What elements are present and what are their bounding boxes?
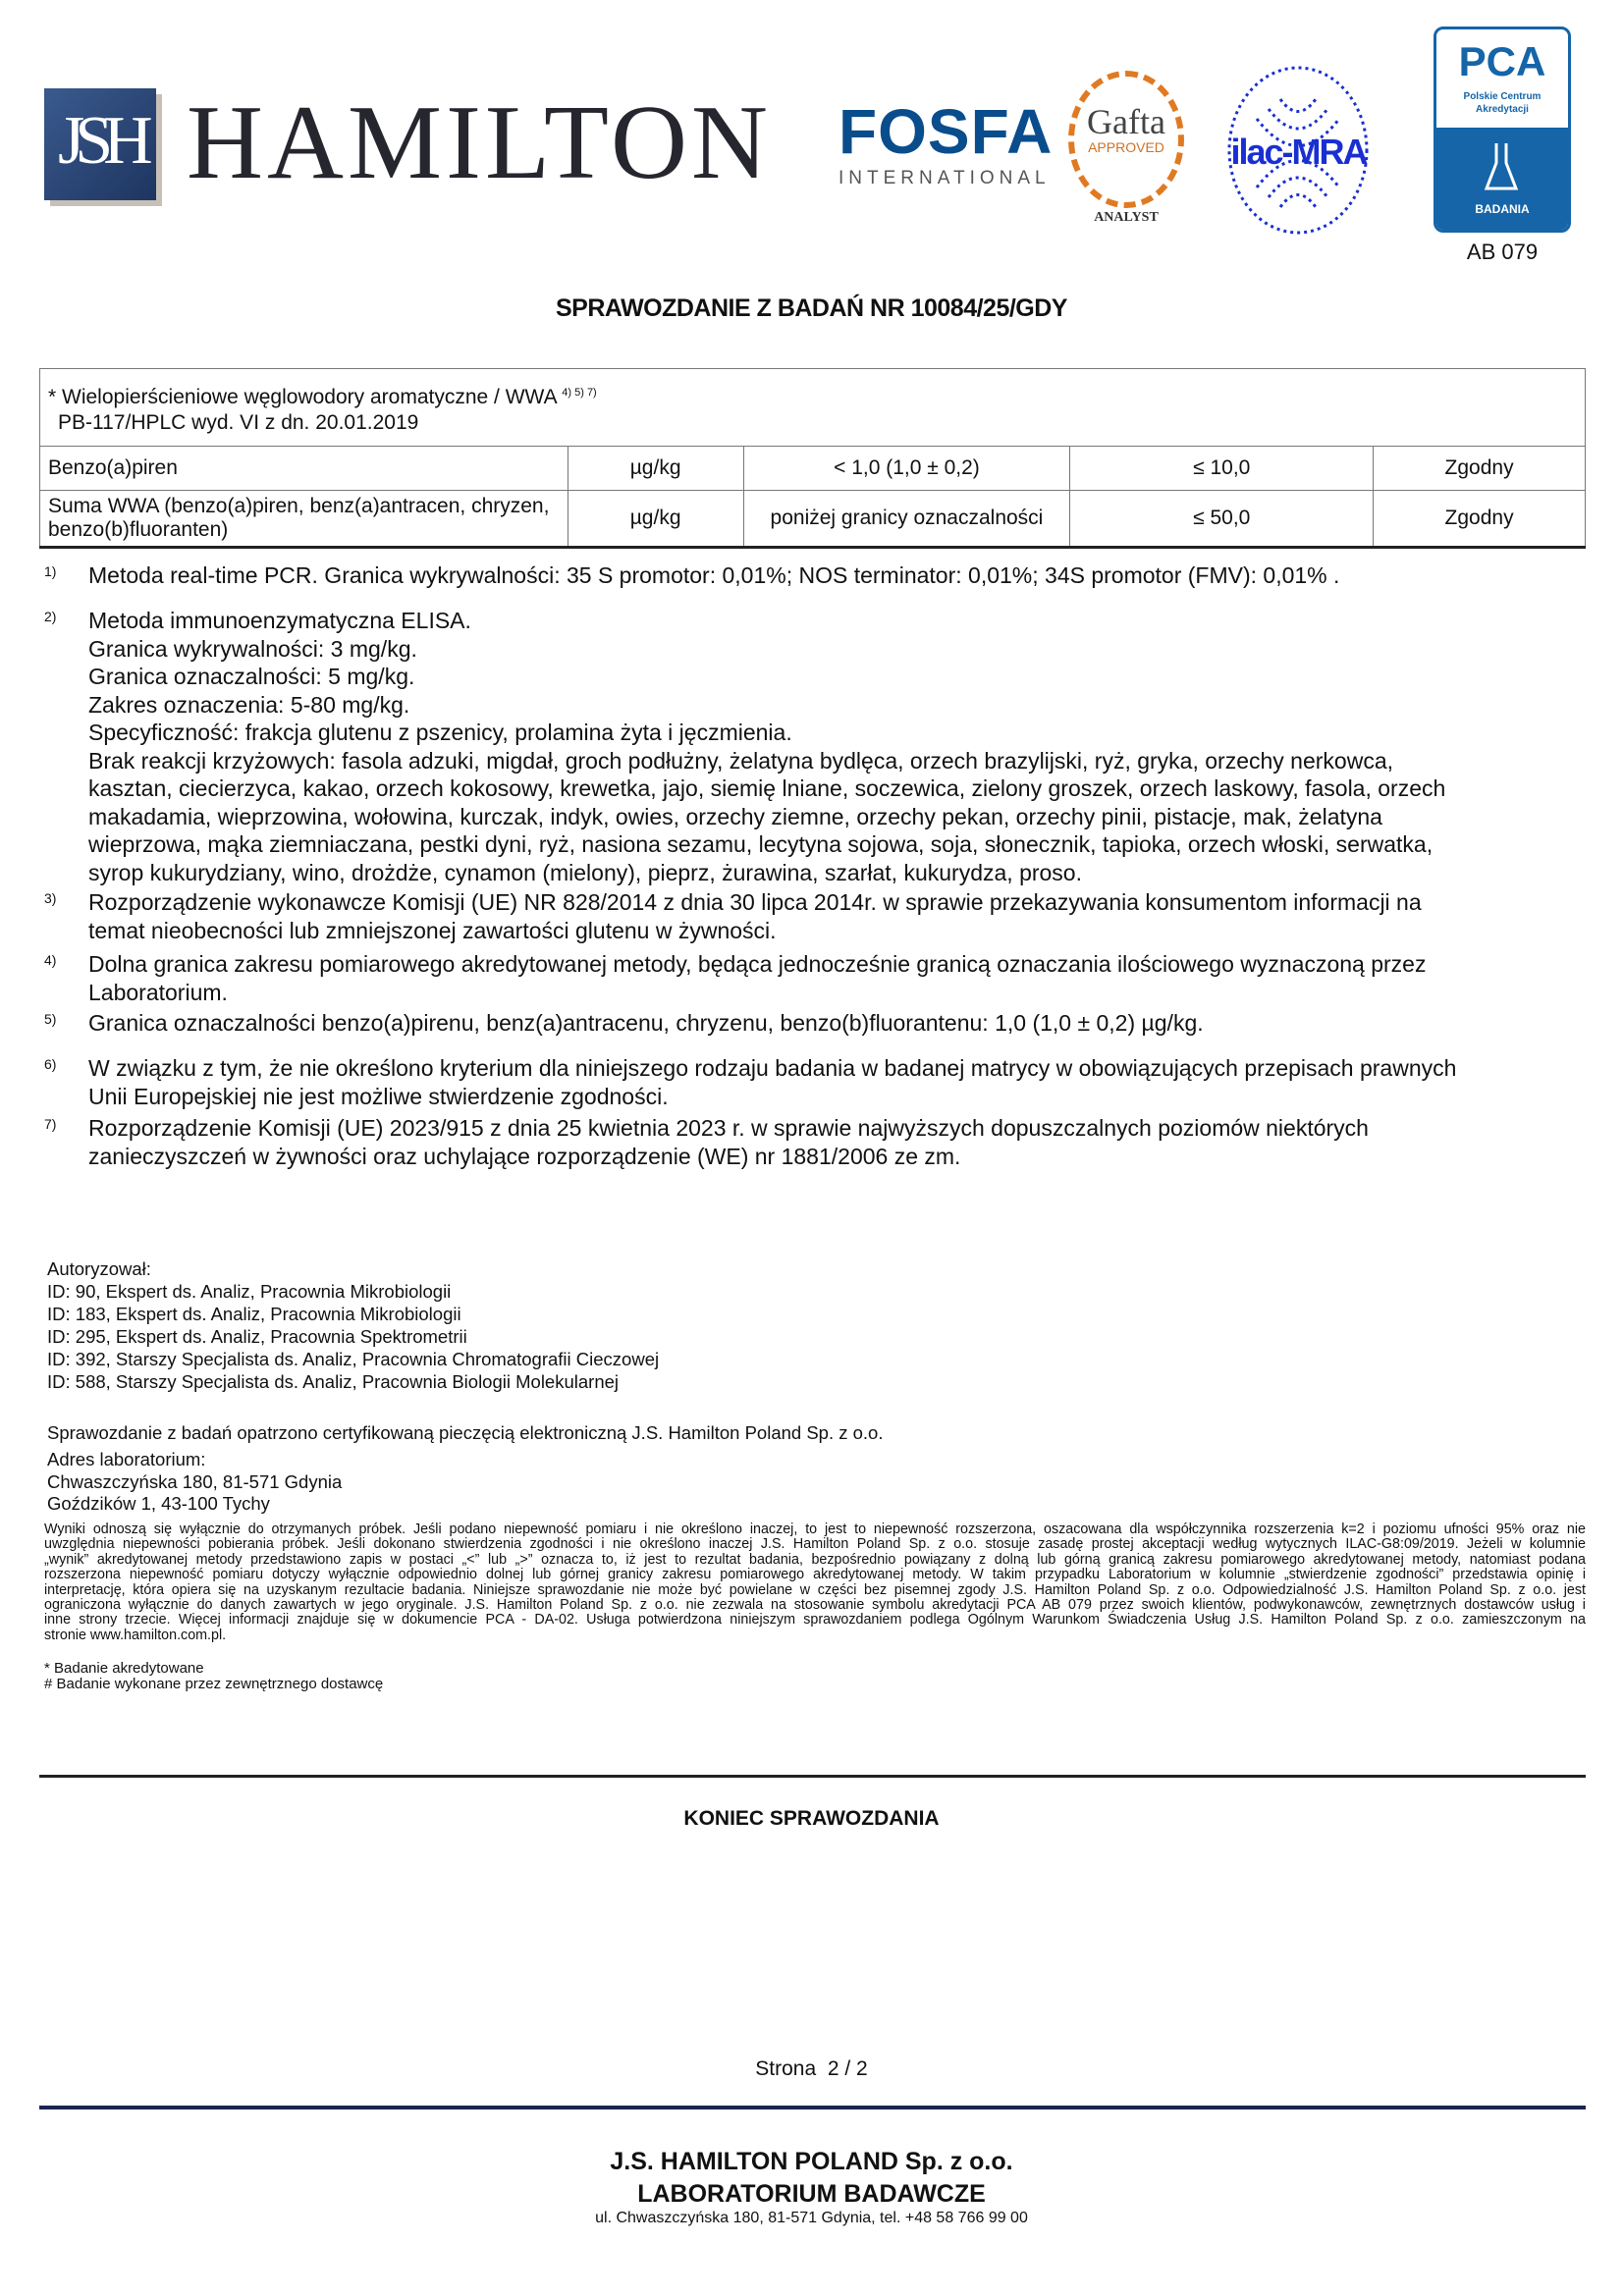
footnote-text (88, 561, 1339, 590)
page-number: Strona 2 / 2 (755, 2057, 868, 2080)
footnote-text (88, 950, 1426, 1006)
param-cell: Benzo(a)piren (40, 447, 568, 491)
disclaimer-line: inne strony trzecie. Więcej informacji znajduje się w dokumencie PCA - DA-02. Usługa potwierdzona niniejszym sprawozdaniem podlega Ogólnym Warunkom Świadczenia Usług J.S. Hamilton Poland Sp. z o.o. zamieszczonym na (44, 1612, 1586, 1629)
footer-address: ul. Chwaszczyńska 180, 81-571 Gdynia, tel. +48 58 766 99 00 (595, 2210, 1028, 2226)
table-row (40, 491, 1586, 548)
flask-icon (1483, 139, 1522, 198)
footnote-line: Granica oznaczalności: 5 mg/kg. (88, 664, 415, 689)
gafta-logo: Gafta APPROVED ANALYST (1058, 71, 1194, 236)
unit-cell: µg/kg (568, 447, 743, 491)
footnote-line: Zakres oznaczenia: 5-80 mg/kg. (88, 691, 410, 718)
result-cell: poniżej granicy oznaczalności (743, 491, 1070, 548)
footnote-line: syrop kukurydziany, wino, drożdże, cynamon (mielony), pieprz, żurawina, szarłat, kukurydza, proso. (88, 859, 1082, 885)
footnote-line: Specyficzność: frakcja glutenu z pszenicy, prolamina żyta i jęczmienia. (88, 720, 792, 745)
disclaimer-line: interpretację, która opiera się na uzyskanym rezultacie badania. Niniejsze sprawozdanie nie może być powielane w części bez pisemnej zgody J.S. Hamilton Poland Sp. z o.o. Odpowiedzialność J.S. Hamilton Poland Sp. z o.o. jest (44, 1581, 1586, 1598)
footnote-marker: 6) (44, 1056, 57, 1072)
footnote-text (88, 1009, 1204, 1038)
footnote-marker: 2) (44, 609, 57, 624)
pca-accreditation-logo: PCA Polskie Centrum Akredytacji BADANIA (1434, 27, 1571, 233)
result-cell: < 1,0 (1,0 ± 0,2) (743, 447, 1070, 491)
footnote-text (88, 888, 1422, 944)
authorization-block (47, 1257, 659, 1393)
divider (39, 1775, 1586, 1778)
results-table (39, 368, 1586, 549)
disclaimer-line: stronie www.hamilton.com.pl. (44, 1627, 227, 1643)
footnote-line: makadamia, wieprzowina, wołowina, kurczak, indyk, owies, orzechy ziemne, orzechy pekan, orzechy pinii, pistacje, mak, żelatyna (88, 803, 1382, 829)
footer-divider (39, 2106, 1586, 2109)
footnote-line: Rozporządzenie wykonawcze Komisji (UE) NR 828/2014 z dnia 30 lipca 2014r. w sprawie przekazywania konsumentom informacji na (88, 889, 1422, 915)
footer-division: LABORATORIUM BADAWCZE (637, 2180, 986, 2208)
group-method: PB-117/HPLC wyd. VI z dn. 20.01.2019 (58, 410, 419, 434)
table-row (40, 447, 1586, 491)
table-group-header (40, 369, 1586, 447)
accreditation-number: AB 079 (1466, 240, 1539, 264)
lab-address-label: Adres laboratorium: (47, 1449, 206, 1469)
disclaimer-line: Wyniki odnoszą się wyłącznie do otrzymanych próbek. Jeśli podano niepewność pomiaru i nie określono inaczej, to jest to niepewność rozszerzona, oszacowana dla współczynnika rozszerzenia k=2 i poziomu ufności 95% oraz nie (44, 1522, 1586, 1537)
footnote-marker: 5) (44, 1011, 57, 1027)
footnote-line: Unii Europejskiej nie jest możliwe stwierdzenie zgodności. (88, 1083, 669, 1109)
param-cell: Suma WWA (benzo(a)piren, benz(a)antracen, chryzen, benzo(b)fluoranten) (40, 491, 568, 548)
footnote-line: Granica oznaczalności benzo(a)pirenu, benz(a)antracenu, chryzenu, benzo(b)fluorantenu: 1,0 (1,0 ± 0,2) µg/kg. (88, 1010, 1204, 1036)
conformity-cell: Zgodny (1374, 447, 1586, 491)
authorization-label: Autoryzował: (47, 1258, 151, 1279)
footnote-line: Metoda real-time PCR. Granica wykrywalności: 35 S promotor: 0,01%; NOS terminator: 0,01%; 34S promotor (FMV): 0,01% . (88, 562, 1340, 588)
footnote-text (88, 1114, 1369, 1170)
footnote-text (88, 1054, 1456, 1110)
limit-cell: ≤ 50,0 (1070, 491, 1374, 548)
disclaimer-line: rozszerzona niepewność pomiaru dotyczy wyłącznie odpowiednio dolnej lub górnej granicy zakresu pomiarowego akredytowanej metody. W takim przypadku Laboratorium w kolumnie „stwierdzenie zgodności” przedstawia opinię i (44, 1567, 1586, 1583)
authorizer-entry: ID: 588, Starszy Specjalista ds. Analiz, Pracownia Biologii Molekularnej (47, 1371, 620, 1392)
limit-cell: ≤ 10,0 (1070, 447, 1374, 491)
footnote-line: Rozporządzenie Komisji (UE) 2023/915 z dnia 25 kwietnia 2023 r. w sprawie najwyższych dopuszczalnych poziomów niektórych (88, 1115, 1369, 1141)
authorizer-entry: ID: 183, Ekspert ds. Analiz, Pracownia Mikrobiologii (47, 1304, 461, 1324)
group-name: * Wielopierścieniowe węglowodory aromatyczne / WWA (48, 385, 557, 408)
footnote-marker: 4) (44, 952, 57, 968)
footnote-line: Brak reakcji krzyżowych: fasola adzuki, migdał, groch podłużny, żelatyna bydlęca, orzech brazylijski, ryż, gryka, orzechy nerkowca, (88, 747, 1394, 774)
conformity-cell: Zgodny (1374, 491, 1586, 548)
ilac-mra-logo: ilac-MRA (1217, 65, 1380, 236)
seal-note: Sprawozdanie z badań opatrzono certyfikowaną pieczęcią elektroniczną J.S. Hamilton Poland Sp. z o.o. (47, 1422, 884, 1443)
legend-external: # Badanie wykonane przez zewnętrznego dostawcę (44, 1676, 384, 1692)
footnote-line: zanieczyszczeń w żywności oraz uchylające rozporządzenie (WE) nr 1881/2006 ze zm. (88, 1143, 961, 1169)
hamilton-logo-mark: JSH (44, 88, 156, 200)
footnote-line: W związku z tym, że nie określono kryterium dla niniejszego rodzaju badania w badanej matrycy w obowiązujących przepisach prawnych (88, 1055, 1457, 1081)
legend-accredited: * Badanie akredytowane (44, 1660, 204, 1677)
disclaimer-line: ograniczona wyłącznie do danych zawartych w jego oryginale. J.S. Hamilton Poland Sp. z o.o. nie zezwala na stosowanie symbolu akredytacji PCA AB 079 przez swoich klientów, podwykonawców, zewnętrznych dostawców usług i (44, 1597, 1586, 1614)
disclaimer-line: uwzględnia niepewności pobierania próbek. Jeśli dokonano stwierdzenia zgodności i nie określono inaczej J.S. Hamilton Poland Sp. z o.o. stosuje zasadę prostej akceptacji według wytycznych ILAC-G8:09/2019. Jeżeli w kolumnie (44, 1536, 1586, 1553)
footnote-line: Metoda immunoenzymatyczna ELISA. (88, 608, 471, 633)
fosfa-logo: FOSFA INTERNATIONAL (839, 96, 1054, 188)
lab-address-line: Goździków 1, 43-100 Tychy (47, 1493, 270, 1514)
authorizer-entry: ID: 295, Ekspert ds. Analiz, Pracownia Spektrometrii (47, 1326, 467, 1347)
authorizer-entry: ID: 90, Ekspert ds. Analiz, Pracownia Mikrobiologii (47, 1281, 452, 1302)
footnote-line: kasztan, ciecierzyca, kakao, orzech kokosowy, krewetka, jajo, siemię lniane, soczewica, zielony groszek, orzech laskowy, fasola, orzech (88, 775, 1446, 801)
disclaimer-line: „wynik” akredytowanej metody przedstawiono zapis w postaci „<” lub „>” oznacza to, iż jest to rezultat badania, bezpośrednio powiązany z dolną lub górną granicą zakresu pomiarowego akredytowanej metody, natomiast podana (44, 1551, 1586, 1568)
hamilton-logo-text: HAMILTON (187, 84, 773, 201)
footnote-line: wieprzowa, mąka ziemniaczana, pestki dyni, ryż, nasiona sezamu, lecytyna sojowa, soja, słonecznik, tapioka, orzech włoski, serwatka, (88, 831, 1434, 857)
footer-company: J.S. HAMILTON POLAND Sp. z o.o. (610, 2148, 1013, 2175)
report-title: SPRAWOZDANIE Z BADAŃ NR 10084/25/GDY (555, 294, 1067, 322)
lab-address (47, 1449, 342, 1516)
authorizer-entry: ID: 392, Starszy Specjalista ds. Analiz, Pracownia Chromatografii Cieczowej (47, 1349, 660, 1369)
footnote-text (88, 607, 1445, 886)
wheat-wreath-icon: Gafta APPROVED (1068, 71, 1184, 208)
footnote-line: Granica wykrywalności: 3 mg/kg. (88, 635, 417, 662)
group-refs: 4) 5) 7) (562, 386, 597, 399)
footnote-line: Dolna granica zakresu pomiarowego akredytowanej metody, będąca jednocześnie granicą oznaczania ilościowego wyznaczoną przez (88, 951, 1427, 977)
footnote-marker: 1) (44, 563, 57, 579)
unit-cell: µg/kg (568, 491, 743, 548)
end-of-report: KONIEC SPRAWOZDANIA (683, 1807, 940, 1830)
disclaimer (44, 1522, 1586, 1643)
footnote-line: temat nieobecności lub zmniejszonej zawartości glutenu w żywności. (88, 917, 777, 943)
footnote-marker: 7) (44, 1116, 57, 1132)
footnote-marker: 3) (44, 890, 57, 906)
lab-address-line: Chwaszczyńska 180, 81-571 Gdynia (47, 1470, 343, 1492)
legend (44, 1661, 383, 1692)
footnote-line: Laboratorium. (88, 979, 228, 1005)
